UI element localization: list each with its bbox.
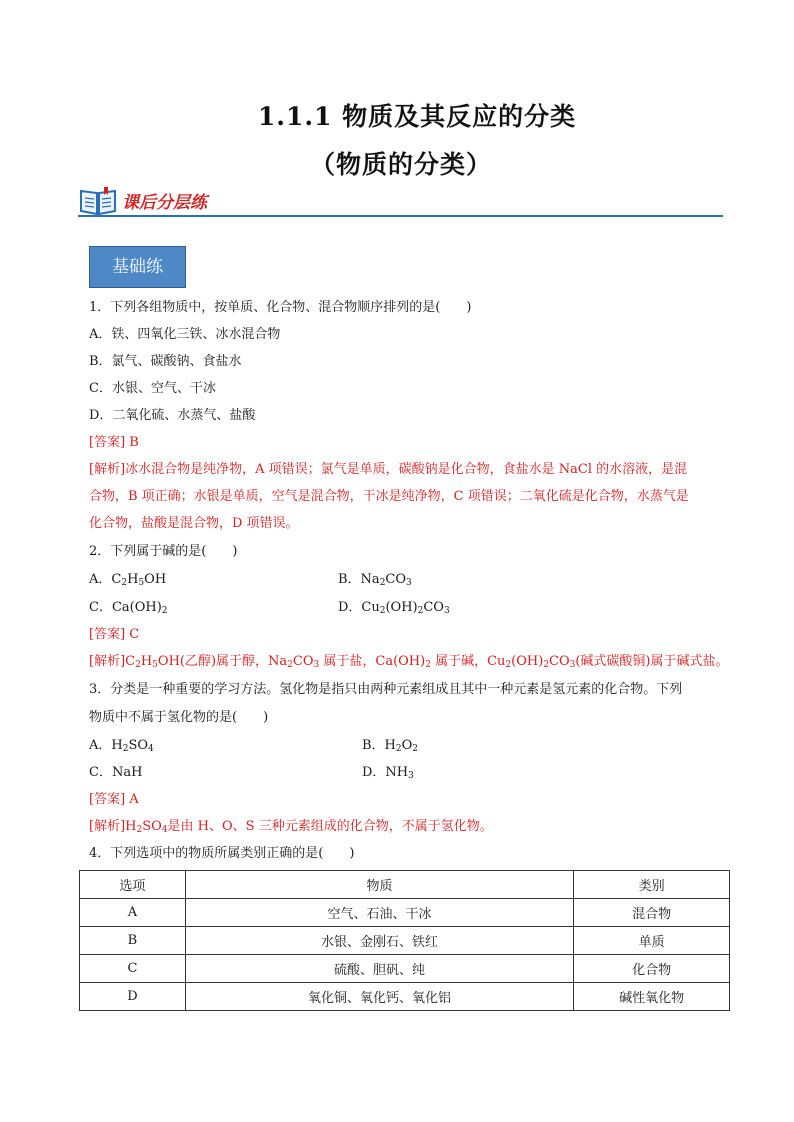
document-title: 1.1.1 物质及其反应的分类 [257, 102, 577, 131]
q1-option-c: C．水银、空气、干冰 [89, 381, 216, 396]
banner-label: 课后分层练 [122, 193, 207, 213]
table-header-row [80, 871, 730, 899]
table-header-cell: 类别 [574, 871, 730, 899]
q2-option-a: A．$C_2H_5OH$ [89, 572, 167, 588]
q2-option-d: D．$Cu_2(OH)_2CO_3$ [338, 600, 450, 616]
section-tag: 基础练 [89, 246, 186, 288]
q4-stem: 4．下列选项中的物质所属类别正确的是( ) [89, 846, 355, 861]
q3-stem-line1: 3．分类是一种重要的学习方法。氢化物是指只由两种元素组成且其中一种元素是氢元素的化合物。下列 [89, 682, 683, 697]
table-cell: D [80, 983, 186, 1011]
table-row [80, 899, 730, 927]
table-row [80, 955, 730, 983]
q1-option-b: B．氯气、碳酸钠、食盐水 [89, 354, 242, 369]
table-header-cell: 物质 [185, 871, 573, 899]
q3-option-d: D．$NH_3$ [362, 765, 414, 781]
q1-analysis-line2: 合物，B 项正确；水银是单质，空气是混合物，干冰是纯净物，C 项错误；二氧化硫是化合物，水蒸气是 [89, 489, 689, 504]
q2-analysis: [解析]$C_2H_5OH$(乙醇)属于醇，$Na_2CO_3$ 属于盐，$Ca(OH)_2$ 属于碱，$Cu_2(OH)_2CO_3$(碱式碳酸铜)属于碱式盐。 [89, 654, 729, 670]
table-cell: 混合物 [574, 899, 730, 927]
table-cell: 单质 [574, 927, 730, 955]
q2-answer: [答案] C [89, 627, 140, 642]
table-header-cell: 选项 [80, 871, 186, 899]
q1-option-a: A．铁、四氧化三铁、冰水混合物 [89, 327, 281, 342]
q1-stem: 1．下列各组物质中，按单质、化合物、混合物顺序排列的是( ) [89, 300, 472, 315]
q3-answer: [答案] A [89, 792, 139, 807]
table-cell: 碱性氧化物 [574, 983, 730, 1011]
q3-analysis: [解析]$H_2SO_4$是由 H、O、S 三种元素组成的化合物，不属于氢化物。 [89, 819, 493, 835]
table-row [80, 927, 730, 955]
table-cell: A [80, 899, 186, 927]
table-cell: B [80, 927, 186, 955]
q2-stem: 2．下列属于碱的是( ) [89, 544, 238, 559]
q4-options-table [79, 870, 730, 1011]
banner-divider [78, 215, 723, 217]
q3-option-a: A．$H_2SO_4$ [89, 738, 154, 754]
q3-stem-line2: 物质中不属于氢化物的是( ) [89, 710, 269, 725]
q1-analysis-line1: [解析]冰水混合物是纯净物，A 项错误；氯气是单质，碳酸钠是化合物，食盐水是 NaCl 的水溶液，是混 [89, 462, 688, 477]
q3-option-c: C．NaH [89, 765, 143, 780]
q1-option-d: D．二氧化硫、水蒸气、盐酸 [89, 408, 256, 423]
document-subtitle: （物质的分类） [309, 150, 492, 179]
table-cell: 氧化铜、氧化钙、氧化铝 [185, 983, 573, 1011]
table-cell: 化合物 [574, 955, 730, 983]
table-cell: C [80, 955, 186, 983]
table-cell: 硫酸、胆矾、纯 [185, 955, 573, 983]
table-cell: 水银、金刚石、铁红 [185, 927, 573, 955]
q1-answer: [答案] B [89, 435, 139, 450]
table-cell: 空气、石油、干冰 [185, 899, 573, 927]
section-banner [78, 184, 723, 220]
q3-option-b: B．$H_2O_2$ [362, 738, 419, 754]
q2-option-c: C．$Ca(OH)_2$ [89, 600, 168, 616]
book-icon [78, 184, 118, 216]
q1-analysis-line3: 化合物，盐酸是混合物，D 项错误。 [89, 516, 299, 531]
q2-option-b: B．$Na_2CO_3$ [338, 572, 412, 588]
table-row [80, 983, 730, 1011]
